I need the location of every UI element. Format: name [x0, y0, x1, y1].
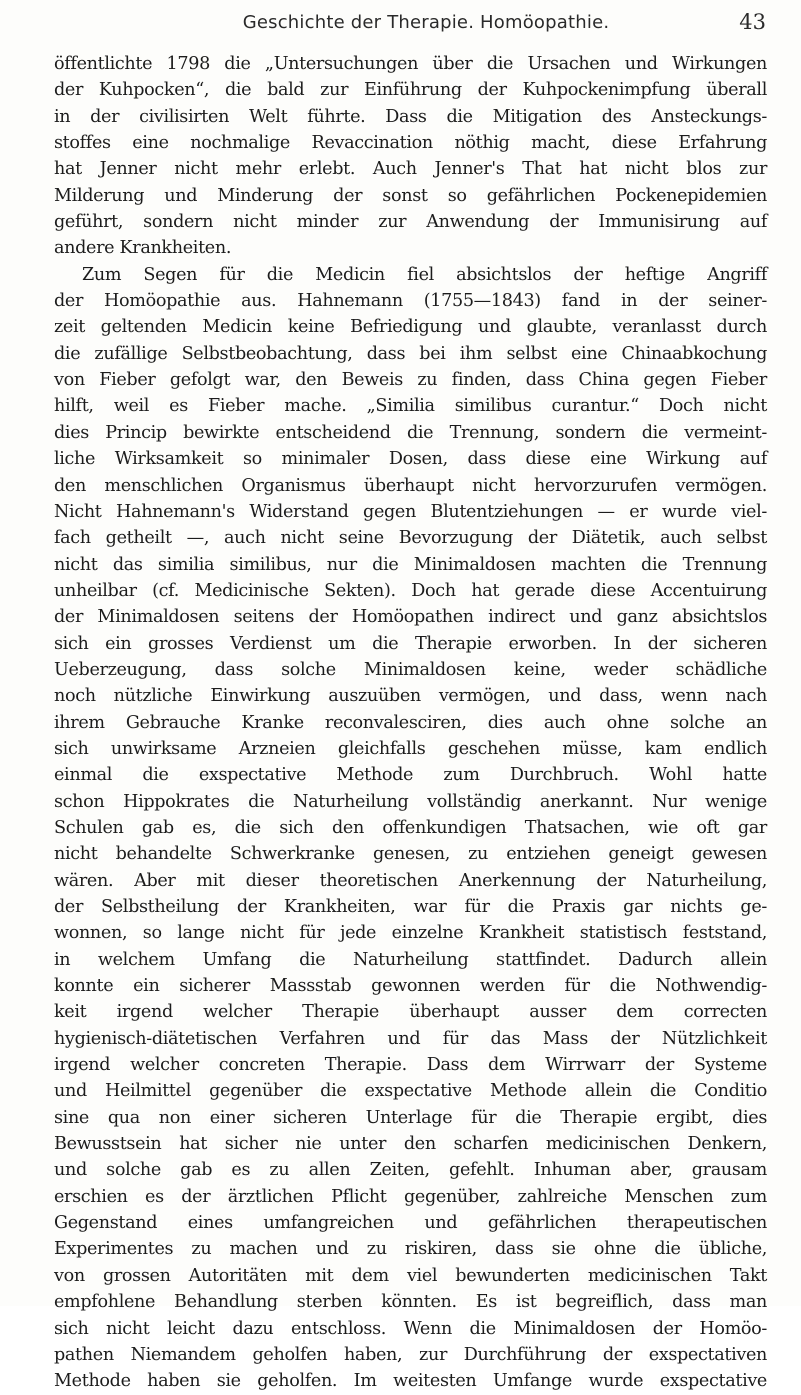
- text-line: sich unwirksame Arzneien gleichfalls geschehen müsse, kam endlich: [54, 738, 767, 759]
- text-line: Methode haben sie geholfen. Im weitesten Umfange wurde exspectative: [54, 1371, 767, 1392]
- text-line: Milderung und Minderung der sonst so gefährlichen Pockenepidemien: [54, 185, 767, 206]
- text-line: wären. Aber mit dieser theoretischen Anerkennung der Naturheilung,: [54, 870, 767, 891]
- text-line: noch nützliche Einwirkung auszuüben vermögen, und dass, wenn nach: [54, 686, 767, 707]
- text-line: schon Hippokrates die Naturheilung vollständig anerkannt. Nur wenige: [54, 791, 767, 812]
- text-line: der Kuhpocken“, die bald zur Einführung der Kuhpockenimpfung überall: [54, 80, 767, 101]
- text-line: von grossen Autoritäten mit dem viel bewunderten medicinischen Takt: [54, 1265, 767, 1286]
- text-line: fach getheilt —, auch nicht seine Bevorzugung der Diätetik, auch selbst: [54, 528, 767, 549]
- text-line: Zum Segen für die Medicin fiel absichtslos der heftige Angriff: [82, 264, 767, 285]
- text-line: Nicht Hahnemann's Widerstand gegen Blutentziehungen — er wurde viel-: [54, 501, 767, 522]
- text-line: Bewusstsein hat sicher nie unter den scharfen medicinischen Denkern,: [54, 1134, 767, 1155]
- text-line: sine qua non einer sicheren Unterlage für die Therapie ergibt, dies: [54, 1107, 767, 1128]
- text-line: in welchem Umfang die Naturheilung stattfindet. Dadurch allein: [54, 949, 767, 970]
- text-line: zeit geltenden Medicin keine Befriedigung und glaubte, veranlasst durch: [54, 317, 767, 338]
- text-line: konnte ein sicherer Massstab gewonnen werden für die Nothwendig-: [54, 976, 767, 997]
- text-line: empfohlene Behandlung sterben könnten. Es ist begreiflich, dass man: [54, 1292, 767, 1313]
- text-line: Ueberzeugung, dass solche Minimaldosen keine, weder schädliche: [54, 659, 767, 680]
- text-line: nicht das similia similibus, nur die Minimaldosen machten die Trennung: [54, 554, 767, 575]
- text-line: keit irgend welcher Therapie überhaupt ausser dem correcten: [54, 1002, 767, 1023]
- text-line: Gegenstand eines umfangreichen und gefährlichen therapeutischen: [54, 1213, 767, 1234]
- text-line: erschien es der ärztlichen Pflicht gegenüber, zahlreiche Menschen zum: [54, 1186, 767, 1207]
- body-text: [54, 51, 767, 1395]
- text-line: die zufällige Selbstbeobachtung, dass bei ihm selbst eine Chinaabkochung: [54, 343, 767, 364]
- text-line: und Heilmittel gegenüber die exspectative Methode allein die Conditio: [54, 1081, 767, 1102]
- text-line: ihrem Gebrauche Kranke reconvalesciren, dies auch ohne solche an: [54, 712, 767, 733]
- text-line: der Selbstheilung der Krankheiten, war für die Praxis gar nichts ge-: [54, 897, 767, 917]
- text-line: hat Jenner nicht mehr erlebt. Auch Jenner's That hat nicht blos zur: [54, 159, 767, 180]
- text-line: hygienisch-diätetischen Verfahren und für das Mass der Nützlichkeit: [54, 1028, 767, 1049]
- text-line: hilft, weil es Fieber mache. „Similia similibus curantur.“ Doch nicht: [54, 396, 767, 417]
- text-line: irgend welcher concreten Therapie. Dass dem Wirrwarr der Systeme: [54, 1055, 767, 1076]
- text-line: dies Princip bewirkte entscheidend die Trennung, sondern die vermeint-: [54, 422, 767, 443]
- text-line: den menschlichen Organismus überhaupt nicht hervorzurufen vermögen.: [54, 475, 767, 496]
- text-line: in der civilisirten Welt führte. Dass die Mitigation des Ansteckungs-: [54, 106, 767, 127]
- text-line: von Fieber gefolgt war, den Beweis zu finden, dass China gegen Fieber: [54, 370, 767, 391]
- text-line: sich ein grosses Verdienst um die Therapie erworben. In der sicheren: [54, 633, 767, 654]
- text-line: pathen Niemandem geholfen haben, zur Durchführung der exspectativen: [54, 1344, 767, 1365]
- running-head: [46, 12, 766, 52]
- page-number: 43: [739, 10, 766, 34]
- text-line: liche Wirksamkeit so minimaler Dosen, dass diese eine Wirkung auf: [54, 449, 767, 470]
- text-line: nicht behandelte Schwerkranke genesen, zu entziehen geneigt gewesen: [54, 844, 767, 865]
- text-line: stoffes eine nochmalige Revaccination nöthig macht, diese Erfahrung: [54, 133, 767, 154]
- text-line: der Homöopathie aus. Hahnemann (1755—1843) fand in der seiner-: [54, 291, 767, 312]
- text-line: öffentlichte 1798 die „Untersuchungen über die Ursachen und Wirkungen: [54, 54, 767, 74]
- text-line: der Minimaldosen seitens der Homöopathen indirect und ganz absichtslos: [54, 607, 767, 628]
- running-title: Geschichte der Therapie. Homöopathie.: [242, 12, 610, 33]
- text-line: einmal die exspectative Methode zum Durchbruch. Wohl hatte: [54, 765, 767, 786]
- text-line: geführt, sondern nicht minder zur Anwendung der Immunisirung auf: [54, 212, 767, 233]
- text-line: andere Krankheiten.: [54, 238, 232, 259]
- text-line: und solche gab es zu allen Zeiten, gefehlt. Inhuman aber, grausam: [54, 1160, 767, 1181]
- text-line: sich nicht leicht dazu entschloss. Wenn die Minimaldosen der Homöo-: [54, 1318, 767, 1339]
- text-line: wonnen, so lange nicht für jede einzelne Krankheit statistisch feststand,: [54, 923, 767, 944]
- text-line: Schulen gab es, die sich den offenkundigen Thatsachen, wie oft gar: [54, 817, 767, 838]
- text-line: Experimentes zu machen und zu riskiren, dass sie ohne die übliche,: [54, 1239, 767, 1260]
- text-line: unheilbar (cf. Medicinische Sekten). Doch hat gerade diese Accentuirung: [54, 580, 767, 601]
